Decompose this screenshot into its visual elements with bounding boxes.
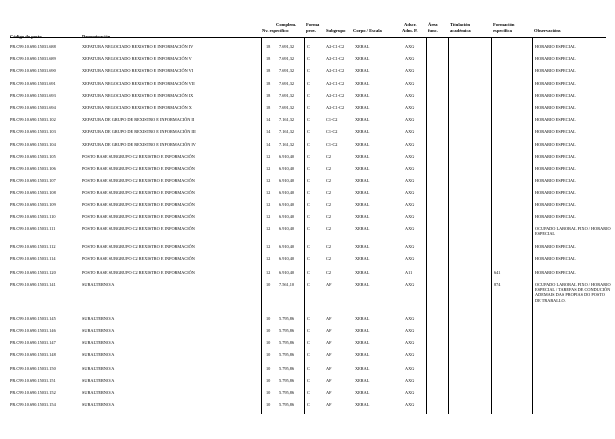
header-codigo: Código do posto <box>10 34 42 39</box>
cell-codigo: PR.C99.10.690.15031.151 <box>10 378 56 383</box>
cell-codigo: PR.C99.10.690.15031.690 <box>10 68 56 73</box>
cell-subgrupo: AF <box>326 352 332 357</box>
cell-denominacion: POSTO BASE SUBGRUPO C2 REXISTRO E INFORMACIÓN <box>82 244 195 249</box>
cell-esp: 7.561,10 <box>279 282 295 287</box>
cell-nv: 12 <box>266 244 271 249</box>
cell-corpo: XERAL <box>355 226 370 231</box>
cell-denominacion: SUBALTERNO/A <box>82 378 115 383</box>
cell-forma: C <box>307 129 310 134</box>
col-separator <box>532 38 533 414</box>
cell-denominacion: SUBALTERNO/A <box>82 402 115 407</box>
cell-nv: 12 <box>266 166 271 171</box>
cell-esp: 7.691,32 <box>279 44 295 49</box>
cell-nv: 10 <box>266 402 271 407</box>
cell-denominacion: XEFATURA NEGOCIADO REXISTRO E INFORMACIÓN X <box>82 105 192 110</box>
cell-esp: 7.691,32 <box>279 93 295 98</box>
cell-codigo: PR.C99.10.690.15031.154 <box>10 402 56 407</box>
cell-corpo: XERAL <box>355 270 370 275</box>
cell-adscr: AXG <box>405 340 415 345</box>
cell-codigo: PR.C99.10.690.15031.691 <box>10 81 56 86</box>
header-formacion-l1: Formación <box>493 22 515 27</box>
cell-corpo: XERAL <box>355 142 370 147</box>
cell-adscr: AXG <box>405 166 415 171</box>
cell-subgrupo: C2 <box>326 166 332 171</box>
cell-codigo: PR.C99.10.690.15031.104 <box>10 142 56 147</box>
header-rule <box>10 37 606 38</box>
cell-nv: 12 <box>266 270 271 275</box>
cell-esp: 6.910,40 <box>279 166 295 171</box>
cell-adscr: AXG <box>405 129 415 134</box>
cell-obs: HORARIO ESPECIAL <box>535 270 576 275</box>
col-separator <box>261 38 262 414</box>
cell-esp: 7.691,32 <box>279 68 295 73</box>
cell-adscr: AXG <box>405 226 415 231</box>
cell-forma: C <box>307 256 310 261</box>
cell-subgrupo: C2 <box>326 214 332 219</box>
col-separator <box>491 38 492 414</box>
cell-denominacion: POSTO BASE SUBGRUPO C2 REXISTRO E INFORMACIÓN <box>82 256 195 261</box>
cell-adscr: AXG <box>405 202 415 207</box>
cell-esp: 5.795,86 <box>279 366 295 371</box>
cell-adscr: AXG <box>405 178 415 183</box>
cell-formacion: 874 <box>494 282 501 287</box>
cell-nv: 12 <box>266 178 271 183</box>
cell-codigo: PR.C99.10.690.15031.152 <box>10 390 56 395</box>
cell-nv: 14 <box>266 142 271 147</box>
cell-denominacion: POSTO BASE SUBGRUPO C2 REXISTRO E INFORMACIÓN <box>82 190 195 195</box>
cell-esp: 6.910,40 <box>279 202 295 207</box>
cell-obs: HORARIO ESPECIAL <box>535 44 576 49</box>
cell-adscr: AXG <box>405 328 415 333</box>
cell-corpo: XERAL <box>355 68 370 73</box>
cell-subgrupo: A2-C1-C2 <box>326 93 345 98</box>
cell-subgrupo: AF <box>326 328 332 333</box>
cell-denominacion: POSTO BASE SUBGRUPO C2 REXISTRO E INFORMACIÓN <box>82 178 195 183</box>
cell-subgrupo: AF <box>326 378 332 383</box>
cell-codigo: PR.C99.10.690.15031.146 <box>10 328 56 333</box>
cell-nv: 12 <box>266 202 271 207</box>
cell-adscr: AXG <box>405 142 415 147</box>
cell-corpo: XERAL <box>355 390 370 395</box>
cell-corpo: XERAL <box>355 340 370 345</box>
cell-denominacion: SUBALTERNO/A <box>82 366 115 371</box>
cell-corpo: XERAL <box>355 117 370 122</box>
cell-obs: HORARIO ESPECIAL <box>535 244 576 249</box>
cell-forma: C <box>307 366 310 371</box>
cell-denominacion: SUBALTERNO/A <box>82 328 115 333</box>
cell-forma: C <box>307 352 310 357</box>
cell-subgrupo: C2 <box>326 256 332 261</box>
cell-esp: 5.795,86 <box>279 378 295 383</box>
cell-nv: 10 <box>266 390 271 395</box>
cell-denominacion: SUBALTERNO/A <box>82 390 115 395</box>
cell-adscr: AXG <box>405 214 415 219</box>
cell-nv: 10 <box>266 328 271 333</box>
cell-nv: 12 <box>266 256 271 261</box>
cell-adscr: AXG <box>405 117 415 122</box>
cell-codigo: PR.C99.10.690.15031.145 <box>10 316 56 321</box>
cell-obs: HORARIO ESPECIAL <box>535 129 576 134</box>
cell-denominacion: XEFATURA NEGOCIADO REXISTRO E INFORMACIÓN VII <box>82 81 195 86</box>
cell-corpo: XERAL <box>355 93 370 98</box>
cell-subgrupo: A2-C1-C2 <box>326 81 345 86</box>
header-forma-l1: Forma <box>306 22 320 27</box>
cell-esp: 7.691,32 <box>279 56 295 61</box>
cell-codigo: PR.C99.10.690.15031.147 <box>10 340 56 345</box>
cell-nv: 18 <box>266 44 271 49</box>
cell-esp: 5.795,86 <box>279 340 295 345</box>
cell-subgrupo: A2-C1-C2 <box>326 68 345 73</box>
cell-obs: OCUPADO LABORAL FIXO / HORARIO ESPECIAL <box>535 226 611 237</box>
cell-corpo: XERAL <box>355 56 370 61</box>
header-area-l1: Área <box>428 22 438 27</box>
cell-denominacion: POSTO BASE SUBGRUPO C2 REXISTRO E INFORMACIÓN <box>82 214 195 219</box>
cell-corpo: XERAL <box>355 378 370 383</box>
cell-esp: 5.795,86 <box>279 352 295 357</box>
cell-esp: 6.910,40 <box>279 256 295 261</box>
cell-forma: C <box>307 68 310 73</box>
cell-obs: HORARIO ESPECIAL <box>535 202 576 207</box>
cell-obs: HORARIO ESPECIAL <box>535 93 576 98</box>
cell-codigo: PR.C99.10.690.15031.114 <box>10 256 56 261</box>
cell-nv: 18 <box>266 56 271 61</box>
header-adscr-l1: Adscr. <box>404 22 417 27</box>
cell-subgrupo: A2-C1-C2 <box>326 56 345 61</box>
cell-corpo: XERAL <box>355 81 370 86</box>
cell-codigo: PR.C99.10.690.15031.106 <box>10 166 56 171</box>
cell-codigo: PR.C99.10.690.15031.148 <box>10 352 56 357</box>
cell-subgrupo: C2 <box>326 154 332 159</box>
cell-corpo: XERAL <box>355 402 370 407</box>
cell-adscr: AXG <box>405 190 415 195</box>
cell-codigo: PR.C99.10.690.15031.693 <box>10 93 56 98</box>
cell-forma: C <box>307 244 310 249</box>
cell-forma: C <box>307 117 310 122</box>
cell-adscr: AXG <box>405 402 415 407</box>
cell-corpo: XERAL <box>355 178 370 183</box>
cell-corpo: XERAL <box>355 316 370 321</box>
cell-forma: C <box>307 202 310 207</box>
cell-obs: HORARIO ESPECIAL <box>535 56 576 61</box>
cell-esp: 6.910,40 <box>279 226 295 231</box>
cell-obs: HORARIO ESPECIAL <box>535 178 576 183</box>
cell-nv: 10 <box>266 378 271 383</box>
cell-nv: 12 <box>266 226 271 231</box>
cell-corpo: XERAL <box>355 190 370 195</box>
header-area-l2: func. <box>428 28 438 33</box>
cell-codigo: PR.C99.10.690.15031.689 <box>10 56 56 61</box>
cell-codigo: PR.C99.10.690.15031.108 <box>10 190 56 195</box>
cell-codigo: PR.C99.10.690.15031.112 <box>10 244 56 249</box>
cell-denominacion: XEFATURA DE GRUPO DE REXISTRO E INFORMACIÓN III <box>82 129 196 134</box>
cell-corpo: XERAL <box>355 154 370 159</box>
cell-subgrupo: AF <box>326 402 332 407</box>
cell-obs: OCUPADO LABORAL FIXO / HORARIO ESPECIAL / TAREFAS DE CONDUCIÓN ADEMAIS DAS PROPIAS DO POSTO DE TRABALLO. <box>535 282 611 303</box>
cell-obs: HORARIO ESPECIAL <box>535 117 576 122</box>
cell-corpo: XERAL <box>355 166 370 171</box>
cell-obs: HORARIO ESPECIAL <box>535 142 576 147</box>
cell-obs: HORARIO ESPECIAL <box>535 214 576 219</box>
cell-adscr: AXG <box>405 378 415 383</box>
cell-subgrupo: AF <box>326 316 332 321</box>
cell-codigo: PR.C99.10.690.15031.109 <box>10 202 56 207</box>
cell-nv: 10 <box>266 282 271 287</box>
cell-forma: C <box>307 390 310 395</box>
cell-obs: HORARIO ESPECIAL <box>535 68 576 73</box>
cell-esp: 7.161,32 <box>279 142 295 147</box>
cell-subgrupo: C2 <box>326 270 332 275</box>
cell-forma: C <box>307 44 310 49</box>
cell-codigo: PR.C99.10.690.15031.150 <box>10 366 56 371</box>
cell-obs: HORARIO ESPECIAL <box>535 154 576 159</box>
cell-corpo: XERAL <box>355 366 370 371</box>
cell-corpo: XERAL <box>355 105 370 110</box>
cell-subgrupo: C1-C2 <box>326 129 338 134</box>
cell-corpo: XERAL <box>355 282 370 287</box>
cell-forma: C <box>307 190 310 195</box>
cell-forma: C <box>307 81 310 86</box>
cell-subgrupo: AF <box>326 340 332 345</box>
cell-forma: C <box>307 166 310 171</box>
cell-esp: 7.691,32 <box>279 105 295 110</box>
cell-forma: C <box>307 270 310 275</box>
cell-forma: C <box>307 214 310 219</box>
cell-denominacion: POSTO BASE SUBGRUPO C2 REXISTRO E INFORMACIÓN <box>82 154 195 159</box>
cell-esp: 5.795,86 <box>279 316 295 321</box>
cell-subgrupo: C2 <box>326 202 332 207</box>
cell-codigo: PR.C99.10.690.15031.120 <box>10 270 56 275</box>
cell-obs: HORARIO ESPECIAL <box>535 166 576 171</box>
cell-corpo: XERAL <box>355 256 370 261</box>
header-formacion-l2: específica <box>493 28 512 33</box>
cell-subgrupo: AF <box>326 366 332 371</box>
cell-adscr: AXG <box>405 366 415 371</box>
cell-codigo: PR.C99.10.690.15031.694 <box>10 105 56 110</box>
cell-adscr: AXG <box>405 81 415 86</box>
cell-adscr: AXG <box>405 44 415 49</box>
cell-subgrupo: C2 <box>326 226 332 231</box>
cell-corpo: XERAL <box>355 244 370 249</box>
cell-denominacion: SUBALTERNO/A <box>82 352 115 357</box>
header-titulacion-l2: académica <box>450 28 471 33</box>
header-titulacion-l1: Titulación <box>450 22 471 27</box>
header-observacions: Observacións <box>534 28 561 33</box>
header-denominacion: Denominación <box>82 34 111 39</box>
cell-esp: 6.910,40 <box>279 154 295 159</box>
cell-esp: 7.161,32 <box>279 117 295 122</box>
header-corpo: Corpo / Escala <box>353 28 382 33</box>
cell-subgrupo: C2 <box>326 178 332 183</box>
cell-denominacion: SUBALTERNO/A <box>82 282 115 287</box>
cell-obs: HORARIO ESPECIAL <box>535 105 576 110</box>
cell-esp: 6.910,40 <box>279 244 295 249</box>
cell-forma: C <box>307 178 310 183</box>
cell-forma: C <box>307 142 310 147</box>
cell-subgrupo: C2 <box>326 190 332 195</box>
cell-nv: 12 <box>266 190 271 195</box>
cell-denominacion: SUBALTERNO/A <box>82 316 115 321</box>
cell-denominacion: XEFATURA NEGOCIADO REXISTRO E INFORMACIÓN IX <box>82 93 194 98</box>
cell-obs: HORARIO ESPECIAL <box>535 81 576 86</box>
header-subgrupo: Subgrupo <box>326 28 346 33</box>
cell-corpo: XERAL <box>355 352 370 357</box>
cell-subgrupo: A2-C1-C2 <box>326 44 345 49</box>
cell-codigo: PR.C99.10.690.15031.110 <box>10 214 56 219</box>
cell-codigo: PR.C99.10.690.15031.105 <box>10 154 56 159</box>
cell-nv: 14 <box>266 129 271 134</box>
cell-nv: 10 <box>266 352 271 357</box>
cell-codigo: PR.C99.10.690.15031.107 <box>10 178 56 183</box>
cell-forma: C <box>307 93 310 98</box>
cell-esp: 6.910,40 <box>279 178 295 183</box>
cell-formacion: 641 <box>494 270 501 275</box>
cell-denominacion: XEFATURA NEGOCIADO REXISTRO E INFORMACIÓN V <box>82 56 192 61</box>
cell-esp: 6.910,40 <box>279 214 295 219</box>
cell-forma: C <box>307 378 310 383</box>
cell-codigo: PR.C99.10.690.15031.102 <box>10 117 56 122</box>
cell-adscr: AXG <box>405 154 415 159</box>
cell-forma: C <box>307 282 310 287</box>
header-adscr-l2: Adm. P. <box>402 28 418 33</box>
cell-forma: C <box>307 316 310 321</box>
cell-forma: C <box>307 402 310 407</box>
col-separator <box>304 38 305 414</box>
cell-subgrupo: C2 <box>326 244 332 249</box>
cell-codigo: PR.C99.10.690.15031.688 <box>10 44 56 49</box>
cell-subgrupo: C1-C2 <box>326 117 338 122</box>
cell-esp: 5.795,86 <box>279 390 295 395</box>
cell-forma: C <box>307 226 310 231</box>
cell-corpo: XERAL <box>355 202 370 207</box>
cell-esp: 5.795,86 <box>279 402 295 407</box>
col-separator <box>426 38 427 414</box>
cell-adscr: A11 <box>405 270 413 275</box>
cell-codigo: PR.C99.10.690.15031.141 <box>10 282 56 287</box>
cell-subgrupo: AF <box>326 390 332 395</box>
cell-codigo: PR.C99.10.690.15031.111 <box>10 226 56 231</box>
cell-forma: C <box>307 105 310 110</box>
cell-adscr: AXG <box>405 244 415 249</box>
cell-nv: 18 <box>266 81 271 86</box>
cell-codigo: PR.C99.10.690.15031.103 <box>10 129 56 134</box>
col-separator <box>448 38 449 414</box>
cell-esp: 6.910,40 <box>279 270 295 275</box>
header-forma-l2: prov. <box>306 28 316 33</box>
cell-adscr: AXG <box>405 93 415 98</box>
cell-esp: 5.795,86 <box>279 328 295 333</box>
cell-nv: 10 <box>266 366 271 371</box>
cell-obs: HORARIO ESPECIAL <box>535 256 576 261</box>
cell-forma: C <box>307 328 310 333</box>
cell-nv: 14 <box>266 117 271 122</box>
cell-nv: 12 <box>266 154 271 159</box>
cell-denominacion: POSTO BASE SUBGRUPO C2 REXISTRO E INFORMACIÓN <box>82 202 195 207</box>
cell-denominacion: XEFATURA NEGOCIADO REXISTRO E INFORMACIÓN VI <box>82 68 194 73</box>
cell-adscr: AXG <box>405 256 415 261</box>
cell-forma: C <box>307 340 310 345</box>
cell-nv: 12 <box>266 214 271 219</box>
cell-nv: 18 <box>266 68 271 73</box>
cell-subgrupo: A2-C1-C2 <box>326 105 345 110</box>
cell-forma: C <box>307 154 310 159</box>
cell-subgrupo: AF <box>326 282 332 287</box>
cell-adscr: AXG <box>405 352 415 357</box>
cell-denominacion: XEFATURA NEGOCIADO REXISTRO E INFORMACIÓN IV <box>82 44 194 49</box>
cell-denominacion: POSTO BASE SUBGRUPO C2 REXISTRO E INFORMACIÓN <box>82 226 195 231</box>
cell-forma: C <box>307 56 310 61</box>
cell-obs: HORARIO ESPECIAL <box>535 190 576 195</box>
cell-adscr: AXG <box>405 68 415 73</box>
header-complem-l1: Complem. <box>276 22 297 27</box>
cell-corpo: XERAL <box>355 129 370 134</box>
cell-denominacion: POSTO BASE SUBGRUPO C2 REXISTRO E INFORMACIÓN <box>82 166 195 171</box>
cell-esp: 6.910,40 <box>279 190 295 195</box>
cell-denominacion: SUBALTERNO/A <box>82 340 115 345</box>
cell-adscr: AXG <box>405 282 415 287</box>
cell-nv: 10 <box>266 340 271 345</box>
cell-corpo: XERAL <box>355 214 370 219</box>
cell-denominacion: XEFATURA DE GRUPO DE REXISTRO E INFORMACIÓN IV <box>82 142 196 147</box>
cell-subgrupo: C1-C2 <box>326 142 338 147</box>
cell-adscr: AXG <box>405 56 415 61</box>
cell-esp: 7.161,32 <box>279 129 295 134</box>
cell-corpo: XERAL <box>355 328 370 333</box>
cell-nv: 18 <box>266 93 271 98</box>
cell-nv: 10 <box>266 316 271 321</box>
cell-adscr: AXG <box>405 105 415 110</box>
cell-corpo: XERAL <box>355 44 370 49</box>
cell-denominacion: POSTO BASE SUBGRUPO C2 REXISTRO E INFORMACIÓN <box>82 270 195 275</box>
cell-adscr: AXG <box>405 316 415 321</box>
header-complem-l2: Nv. específico <box>262 28 289 33</box>
cell-nv: 18 <box>266 105 271 110</box>
cell-esp: 7.691,32 <box>279 81 295 86</box>
cell-denominacion: XEFATURA DE GRUPO DE REXISTRO E INFORMACIÓN II <box>82 117 195 122</box>
cell-adscr: AXG <box>405 390 415 395</box>
